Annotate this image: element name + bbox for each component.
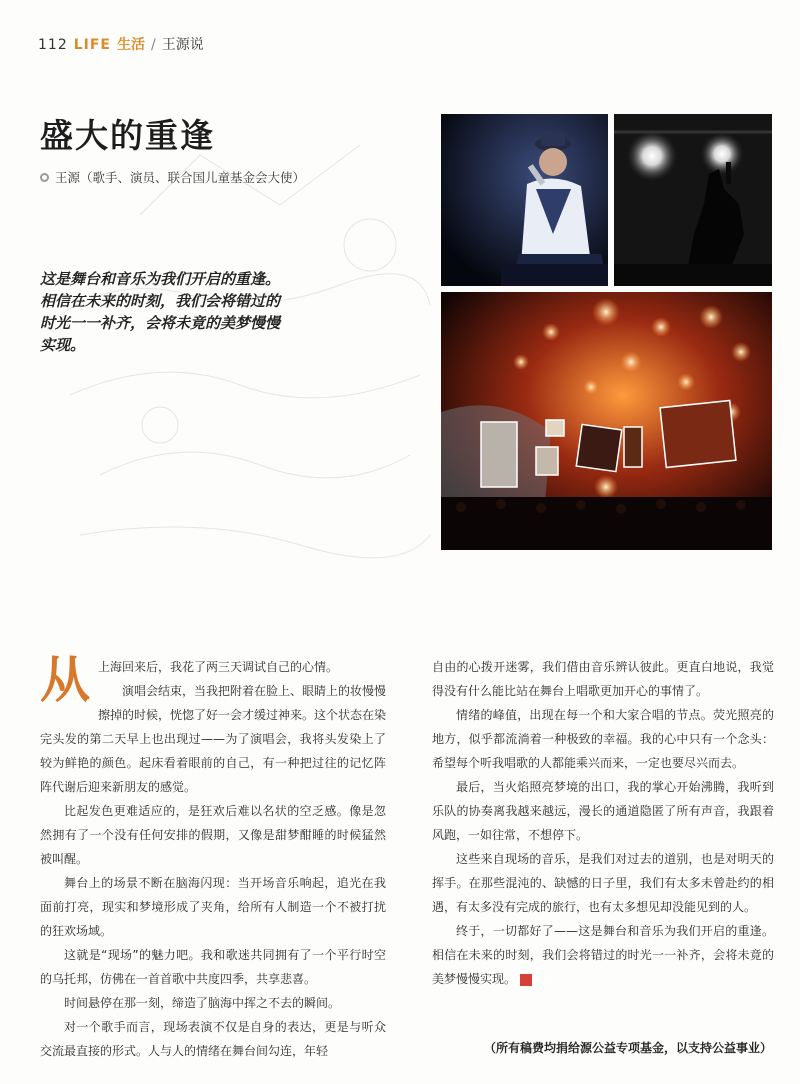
- byline-text: 王源（歌手、演员、联合国儿童基金会大使）: [55, 170, 306, 185]
- pull-quote: 这是舞台和音乐为我们开启的重逢。相信在未来的时刻，我们会将错过的时光一一补齐，会将未竟的美梦慢慢实现。: [40, 270, 281, 354]
- body-paragraph: 演唱会结束，当我把附着在脸上、眼睛上的妆慢慢擦掉的时候，恍惚了好一会才缓过神来。这个状态在染完头发的第二天早上也出现过——为了演唱会，我将头发染上了较为鲜艳的颜色。起床看着眼前的自己，有一种把过往的记忆阵阵代谢后迎来新朋友的感觉。: [40, 684, 387, 794]
- category-label: 生活: [117, 37, 145, 53]
- body-column-left: [40, 651, 387, 1063]
- donation-footnote: （所有稿费均捐给源公益专项基金，以支持公益事业）: [483, 1041, 772, 1055]
- body-paragraph-last: [432, 919, 774, 991]
- photo-singer-closeup: [441, 114, 608, 286]
- body-paragraph: 这些来自现场的音乐，是我们对过去的道别，也是对明天的挥手。在那些混沌的、缺憾的日子里，我们有太多未曾赴约的相遇，有太多没有完成的旅行，也有太多想见却没能见到的人。: [432, 852, 774, 914]
- body-paragraph: 时间悬停在那一刻，缔造了脑海中挥之不去的瞬间。: [64, 996, 341, 1010]
- last-paragraph-text: 终于，一切都好了——这是舞台和音乐为我们开启的重逢。相信在未来的时刻，我们会将错过的时光一一补齐，会将未竟的美梦慢慢实现。: [432, 924, 774, 986]
- body-paragraph: 这就是“现场”的魅力吧。我和歌迷共同拥有了一个平行时空的乌托邦，仿佛在一首首歌中共度四季，共享悲喜。: [40, 948, 386, 986]
- end-mark-icon: G: [520, 974, 532, 986]
- photo-stage-silhouette: [614, 114, 772, 286]
- body-paragraph: 对一个歌手而言，现场表演不仅是自身的表达，更是与听众交流最直接的形式。人与人的情绪在舞台间勾连，年轻: [40, 1020, 386, 1058]
- header-separator: /: [151, 37, 156, 53]
- body-paragraph: 舞台上的场景不断在脑海闪现：当开场音乐响起，追光在我面前打亮，现实和梦境形成了夹角，给所有人制造一个不被打扰的狂欢场域。: [40, 876, 386, 938]
- photo-concert-stage: [441, 292, 772, 550]
- section-label: LIFE: [73, 37, 111, 53]
- column-name: 王源说: [161, 37, 204, 53]
- body-paragraph: 自由的心拨开迷雾，我们借由音乐辨认彼此。更直白地说，我觉得没有什么能比站在舞台上唱歌更加开心的事情了。: [432, 660, 774, 698]
- byline: [40, 168, 305, 186]
- body-column-right: [432, 655, 774, 991]
- byline-bullet-icon: [40, 173, 49, 182]
- article-title: 盛大的重逢: [40, 116, 215, 155]
- body-paragraph: 情绪的峰值，出现在每一个和大家合唱的节点。荧光照亮的地方，似乎都流淌着一种极致的幸福。我的心中只有一个念头：希望每个听我唱歌的人都能乘兴而来，一定也要尽兴而去。: [432, 708, 774, 770]
- body-paragraph: 最后，当火焰照亮梦境的出口，我的掌心开始沸腾，我听到乐队的协奏离我越来越远，漫长的通道隐匿了所有声音，我跟着风跑，一如往常，不想停下。: [432, 780, 774, 842]
- running-header: [38, 34, 204, 54]
- body-paragraph: 比起发色更难适应的，是狂欢后难以名状的空乏感。像是忽然拥有了一个没有任何安排的假期，又像是甜梦酣睡的时候猛然被叫醒。: [40, 804, 386, 866]
- drop-cap: 从: [40, 651, 90, 709]
- page-number: 112: [38, 37, 68, 53]
- body-paragraph: 上海回来后，我花了两三天调试自己的心情。: [98, 660, 339, 674]
